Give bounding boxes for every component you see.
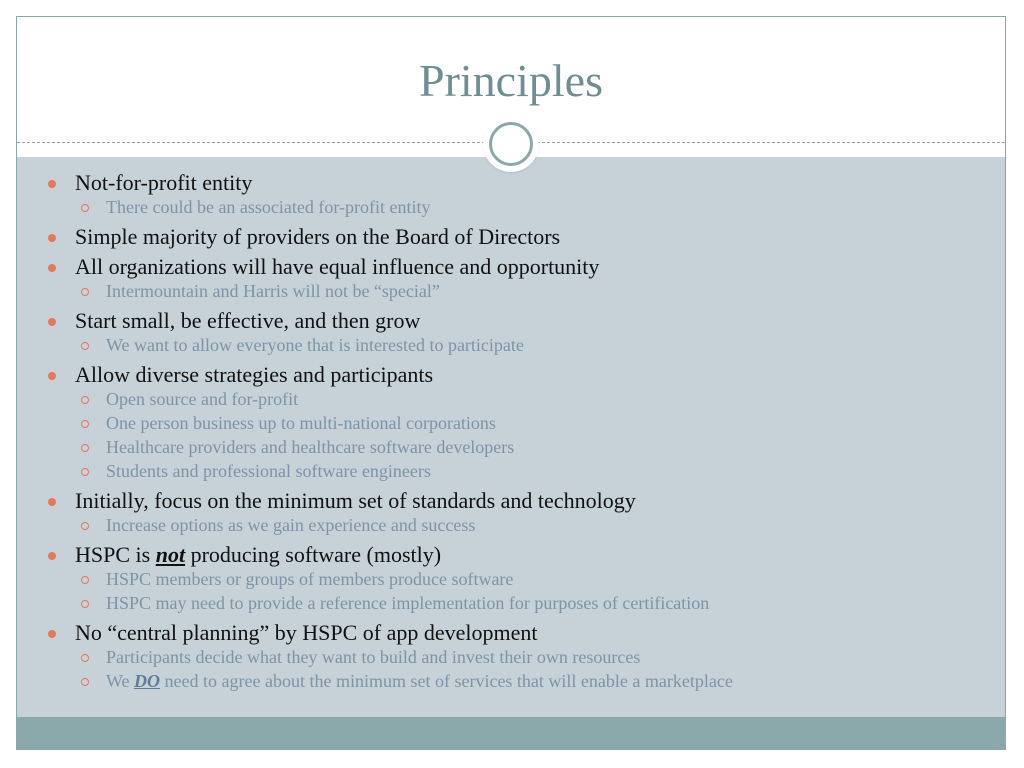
- bullet-list: [45, 169, 995, 693]
- bullet-item: [45, 619, 995, 645]
- sub-bullet-ring-icon: [81, 600, 89, 608]
- bullet-dot-icon: [48, 180, 56, 188]
- sub-bullet-ring-icon: [81, 420, 89, 428]
- sub-bullet-text: Open source and for-profit: [106, 389, 299, 409]
- slide: [16, 16, 1006, 750]
- bullet-item: [45, 223, 995, 249]
- bullet-text: All organizations will have equal influence and opportunity: [75, 254, 600, 279]
- sub-bullet-ring-icon: [81, 522, 89, 530]
- sub-bullet-ring-icon: [81, 654, 89, 662]
- bullet-item: [45, 169, 995, 195]
- bullet-text: Simple majority of providers on the Board of Directors: [75, 224, 561, 249]
- bullet-dot-icon: [48, 498, 56, 506]
- bullet-text: Start small, be effective, and then grow: [75, 308, 421, 333]
- bullet-text-end: producing software (mostly): [185, 542, 442, 567]
- sub-bullet-text-end: need to agree about the minimum set of services that will enable a marketplace: [160, 671, 733, 691]
- circle-ornament-ring: [489, 122, 533, 166]
- sub-bullet-item: [45, 279, 995, 303]
- sub-bullet-ring-icon: [81, 342, 89, 350]
- bullet-item: [45, 253, 995, 279]
- bullet-text: Initially, focus on the minimum set of standards and technology: [75, 488, 636, 513]
- sub-bullet-text: We want to allow everyone that is interested to participate: [106, 335, 524, 355]
- bullet-dot-icon: [48, 372, 56, 380]
- circle-ornament-icon: [483, 116, 539, 172]
- sub-bullet-text: Healthcare providers and healthcare software developers: [106, 437, 515, 457]
- sub-bullet-item: [45, 435, 995, 459]
- sub-bullet-text: Intermountain and Harris will not be “special”: [106, 281, 440, 301]
- sub-bullet-item: [45, 195, 995, 219]
- sub-bullet-text: HSPC members or groups of members produce software: [106, 569, 514, 589]
- sub-bullet-ring-icon: [81, 288, 89, 296]
- sub-bullet-item: [45, 459, 995, 483]
- bullet-dot-icon: [48, 552, 56, 560]
- bullet-text: No “central planning” by HSPC of app development: [75, 620, 538, 645]
- sub-bullet-item: [45, 411, 995, 435]
- bullet-text-start: HSPC is: [75, 542, 156, 567]
- sub-bullet-text-start: We: [106, 671, 135, 691]
- sub-bullet-item: [45, 669, 995, 693]
- sub-bullet-item: [45, 645, 995, 669]
- sub-bullet-ring-icon: [81, 576, 89, 584]
- sub-bullet-text: Increase options as we gain experience and success: [106, 515, 476, 535]
- sub-bullet-item: [45, 567, 995, 591]
- bullet-dot-icon: [48, 318, 56, 326]
- sub-bullet-item: [45, 591, 995, 615]
- sub-bullet-text: There could be an associated for-profit entity: [106, 197, 431, 217]
- bullet-dot-icon: [48, 264, 56, 272]
- sub-bullet-ring-icon: [81, 468, 89, 476]
- sub-bullet-text: HSPC may need to provide a reference implementation for purposes of certification: [106, 593, 710, 613]
- sub-bullet-item: [45, 387, 995, 411]
- slide-title: Principles: [419, 55, 603, 106]
- sub-bullet-ring-icon: [81, 678, 89, 686]
- sub-bullet-ring-icon: [81, 204, 89, 212]
- bottom-bar: [17, 717, 1005, 750]
- emphasis-do: DO: [134, 671, 161, 691]
- sub-bullet-item: [45, 513, 995, 537]
- sub-bullet-text: Students and professional software engineers: [106, 461, 431, 481]
- bullet-dot-icon: [48, 234, 56, 242]
- bullet-text: Allow diverse strategies and participants: [75, 362, 434, 387]
- bullet-dot-icon: [48, 630, 56, 638]
- bullet-item: [45, 487, 995, 513]
- sub-bullet-ring-icon: [81, 444, 89, 452]
- emphasis-not: not: [155, 542, 186, 567]
- bullet-item: [45, 361, 995, 387]
- sub-bullet-ring-icon: [81, 396, 89, 404]
- bullet-text: Not-for-profit entity: [75, 170, 253, 195]
- sub-bullet-text: One person business up to multi-national corporations: [106, 413, 496, 433]
- sub-bullet-item: [45, 333, 995, 357]
- sub-bullet-text: Participants decide what they want to build and invest their own resources: [106, 647, 641, 667]
- bullet-item: [45, 307, 995, 333]
- bullet-item: [45, 541, 995, 567]
